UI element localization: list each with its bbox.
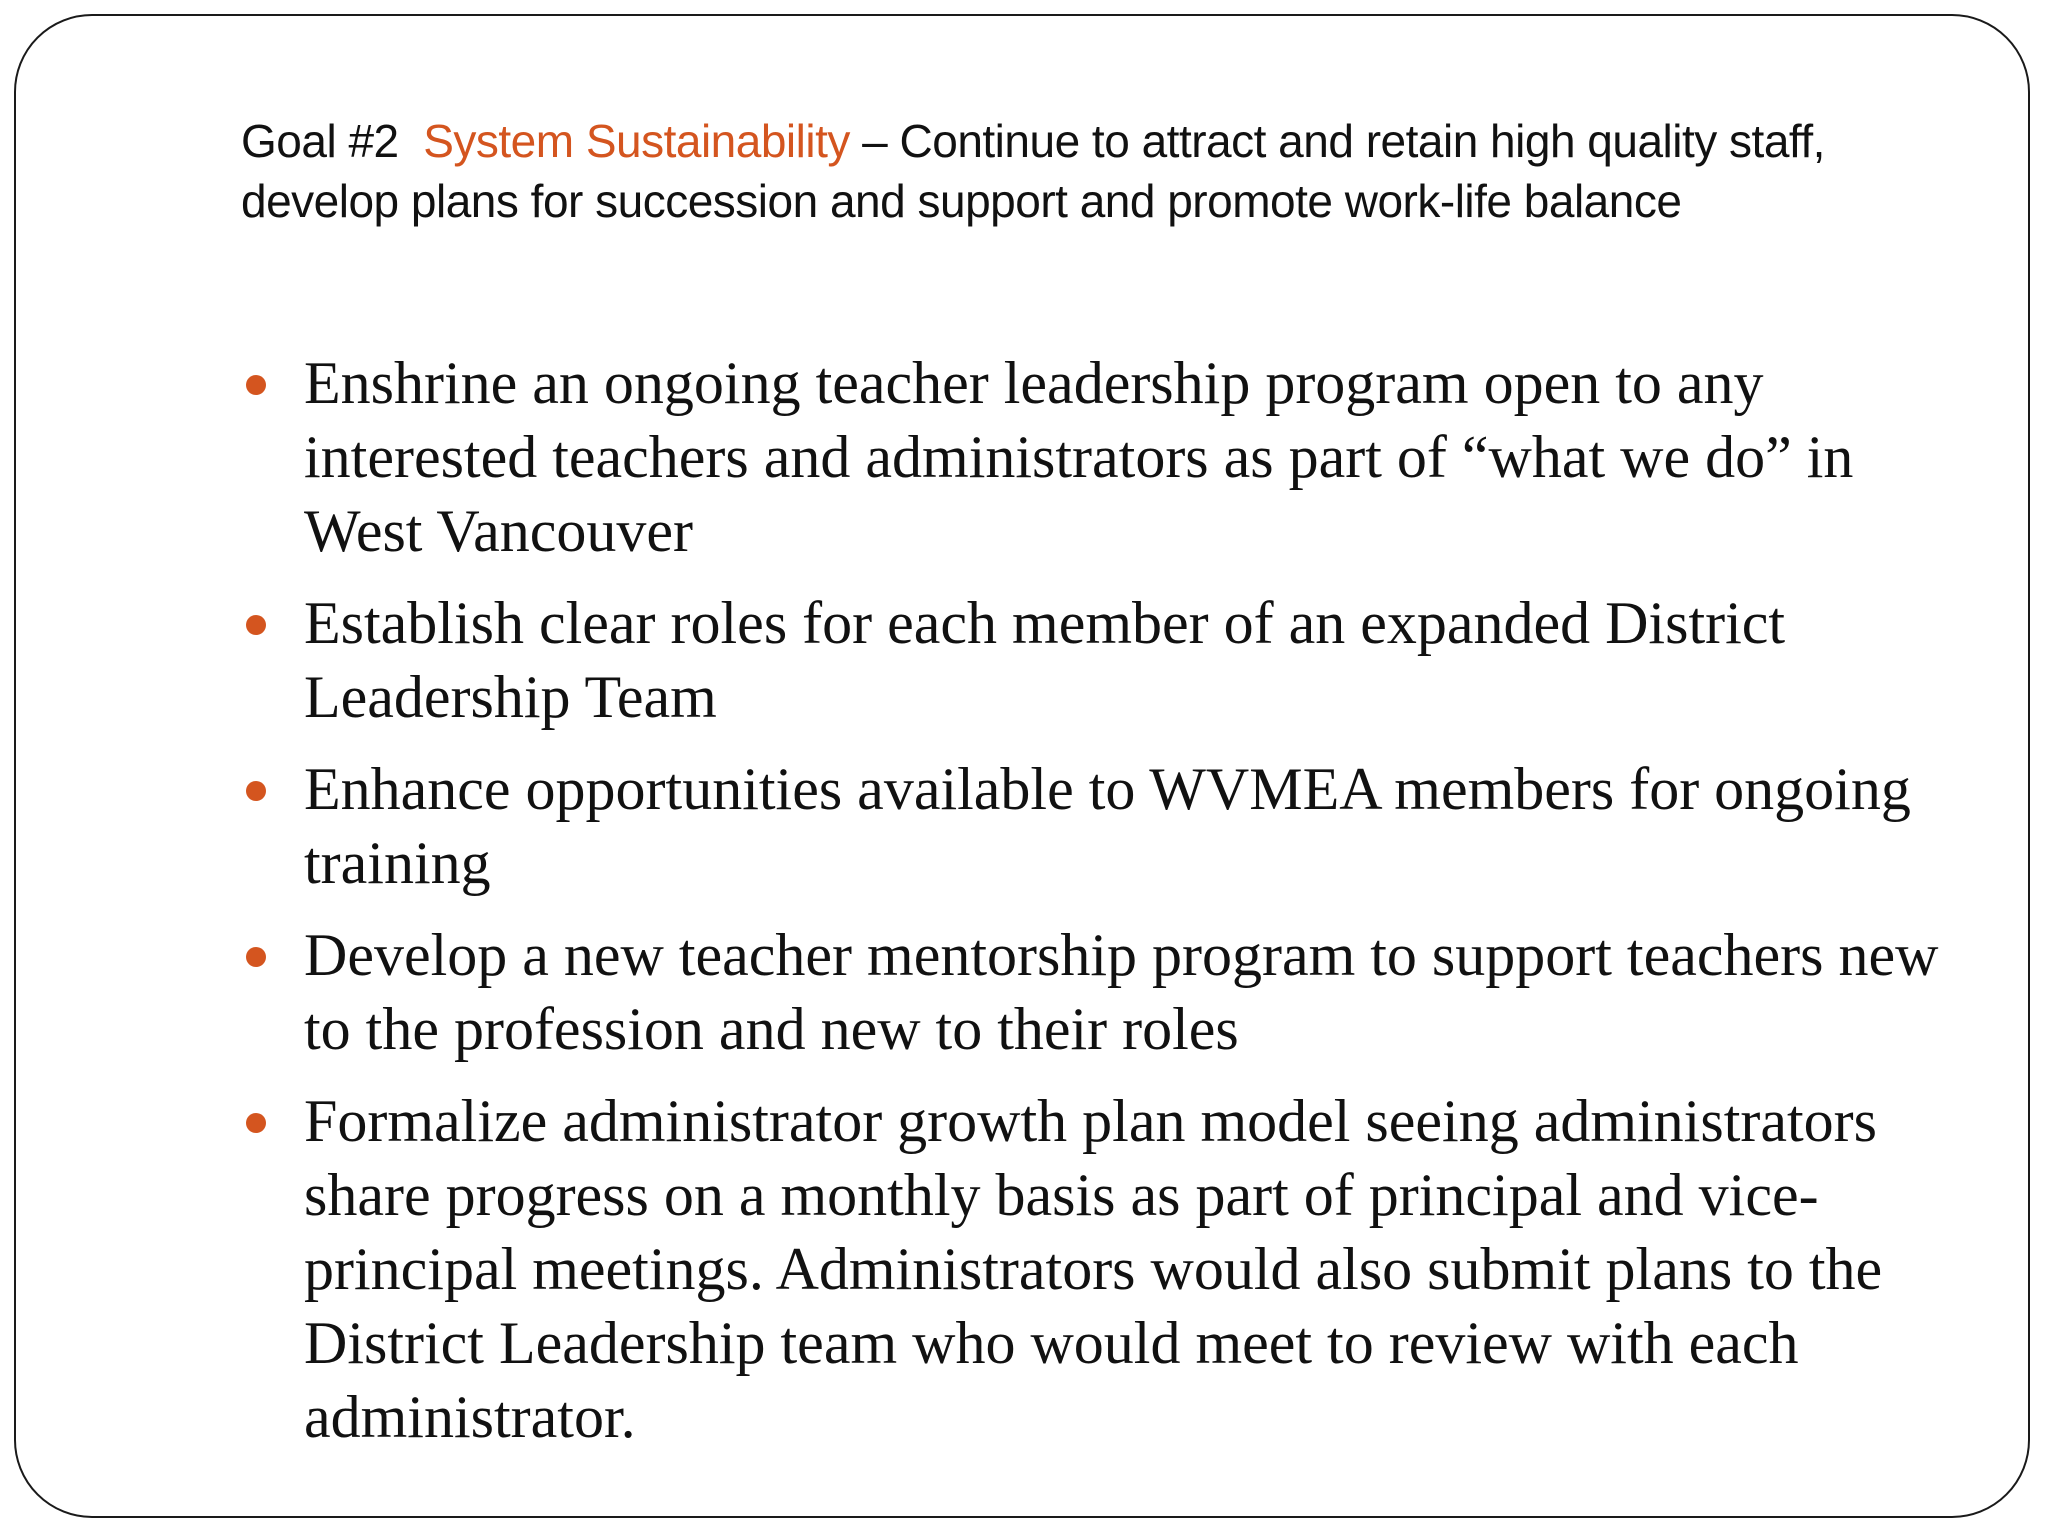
bullet-list [241,346,1961,1472]
bullet-dot-icon [246,781,266,801]
bullet-text: Establish clear roles for each member of an expanded District Leadership Team [304,590,1786,730]
bullet-dot-icon [246,615,266,635]
slide-title [241,111,1961,231]
list-item [241,752,1961,900]
bullet-dot-icon [246,375,266,395]
bullet-text: Develop a new teacher mentorship program to support teachers new to the profession and new to their roles [304,922,1939,1062]
bullet-text: Formalize administrator growth plan model seeing administrators share progress on a monthly basis as part of principal and vice-principal meetings. Administrators would also submit plans to the District Leadership team who would meet to review with each administrator. [304,1088,1883,1450]
goal-label: Goal #2 [241,115,399,167]
list-item [241,586,1961,734]
bullet-text: Enhance opportunities available to WVMEA members for ongoing training [304,756,1911,896]
bullet-dot-icon [246,1113,266,1133]
bullet-text: Enshrine an ongoing teacher leadership program open to any interested teachers and administrators as part of “what we do” in West Vancouver [304,350,1854,564]
list-item [241,346,1961,568]
slide [14,14,2030,1518]
list-item [241,918,1961,1066]
list-item [241,1084,1961,1454]
goal-description: – Continue to attract and retain high quality staff, develop plans for succession and support and promote work-life balance [241,115,1825,227]
goal-highlight: System Sustainability [423,115,850,167]
bullet-dot-icon [246,947,266,967]
